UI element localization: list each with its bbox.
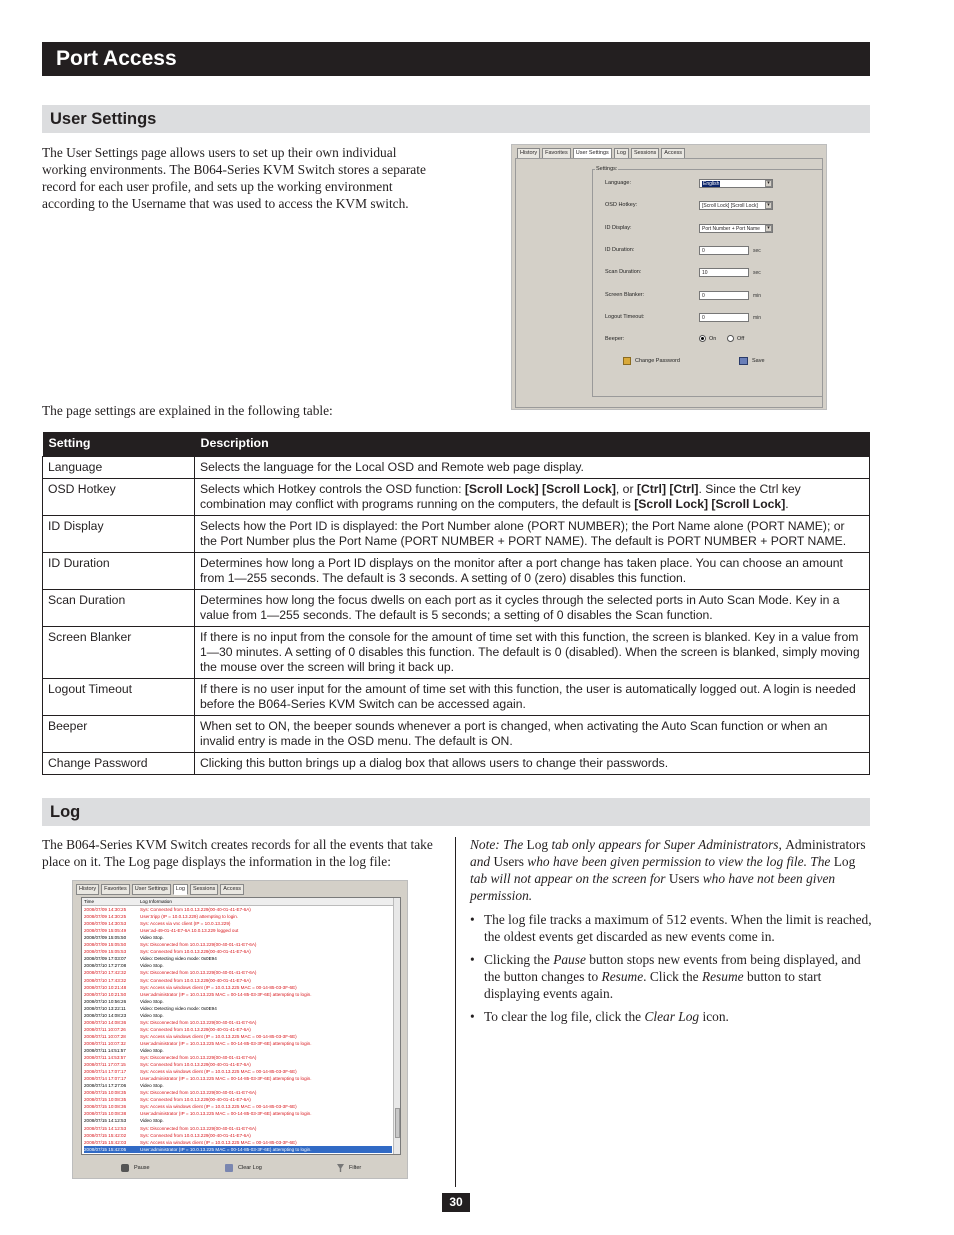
table-row — [43, 552, 870, 589]
log-entry-time: 2008/07/14 17:07:17 — [84, 1069, 127, 1075]
bold-text: [Scroll Lock] [Scroll Lock] — [464, 481, 616, 496]
log-tab-bar — [76, 884, 244, 895]
setting-name: OSD Hotkey — [43, 478, 195, 515]
setting-description — [195, 678, 870, 715]
log-intro: The B064-Series KVM Switch creates records for all the events that take place on it. The Log page displays the information in the log file: — [42, 837, 433, 869]
log-list[interactable] — [81, 897, 401, 1155]
log-entry-time: 2008/07/11 14:51:57 — [84, 1047, 126, 1053]
log-bullet — [470, 911, 872, 945]
table-header-row — [43, 432, 870, 456]
log-entry-time: 2008/07/14 17:07:17 — [84, 1076, 127, 1082]
log-entry-time: 2008/07/09 15:05:50 — [84, 942, 127, 948]
field-unit-4: sec — [753, 270, 761, 277]
setting-description — [195, 715, 870, 752]
bullet-text: button to start displaying events again. — [484, 969, 822, 1001]
log-entry-info: Sys: Disconnected from 10.0.13.229(00-40-01-41-E7-6A) — [140, 970, 257, 976]
log-entry-info: Sys: Connected from 10.0.13.229(00-40-01-41-E7-6A) — [140, 1026, 251, 1032]
log-entry[interactable] — [84, 977, 392, 984]
us-tab-access[interactable]: Access — [661, 148, 685, 159]
field-label-4: Scan Duration: — [605, 269, 642, 276]
table-row — [43, 589, 870, 626]
log-entry-time: 2008/07/15 10:08:35 — [84, 1097, 127, 1103]
us-tab-log[interactable]: Log — [614, 148, 629, 159]
log-entry[interactable] — [84, 1026, 392, 1033]
log-entry-time: 2008/07/10 14:08:23 — [84, 1012, 127, 1018]
bullet-text: Clear Log — [644, 1009, 700, 1024]
log-bullet — [470, 951, 872, 1002]
field-input-5[interactable] — [699, 291, 749, 300]
log-entry[interactable] — [84, 984, 392, 991]
log-scrollbar[interactable] — [393, 898, 400, 1154]
pause-button[interactable] — [121, 1164, 150, 1172]
setting-name: Language — [43, 456, 195, 478]
log-entry-info: Video Stop. — [140, 1012, 164, 1018]
note-text: and — [470, 854, 494, 869]
field-value-5: 0 — [702, 292, 705, 299]
description-text: Clicking this button brings up a dialog box that allows users to change their passwords. — [200, 755, 669, 770]
description-text: , or — [615, 481, 637, 496]
setting-description — [195, 478, 870, 515]
filter-label: Filter — [349, 1165, 362, 1171]
field-label-3: ID Duration: — [605, 246, 635, 253]
field-input-3[interactable] — [699, 246, 749, 255]
log-entry-time: 2008/07/09 14:30:25 — [84, 907, 127, 913]
beeper-off-label: Off — [737, 336, 745, 342]
log-entry-time: 2008/07/14 17:27:06 — [84, 1083, 127, 1089]
log-entry-info: Sys: Access via windows client (IP = 10.0.13.225 MAC = 00-14-85-03-3F-6E) — [140, 1139, 297, 1145]
bullet-text: button stops new events from being displayed, and the button changes to — [484, 952, 861, 984]
log-entry[interactable] — [84, 948, 392, 955]
log-entry[interactable] — [84, 1075, 392, 1082]
note-text: tab only appears for Super Administrators, — [548, 837, 786, 852]
log-entry[interactable] — [84, 1139, 392, 1146]
log-entry-info: User:administrator (IP = 10.0.13.225 MAC = 00-14-85-03-3F-6E) attempting to login. — [140, 1076, 312, 1082]
note-text: Log — [833, 854, 856, 869]
bold-text: [Scroll Lock] [Scroll Lock] — [634, 496, 786, 511]
log-entry[interactable] — [84, 1132, 392, 1139]
log-entry-info: Video Stop. — [140, 998, 164, 1004]
log-entry[interactable] — [84, 1089, 392, 1096]
log-entry[interactable] — [84, 1047, 392, 1054]
field-value-3: 0 — [702, 247, 705, 254]
chevron-down-icon[interactable]: ▾ — [765, 202, 772, 209]
log-entry-info: Sys: Connected from 10.0.13.229(00-40-01-41-E7-6A) — [140, 1062, 251, 1068]
log-entry-info: Sys: Connected from 10.0.13.229(00-40-01-41-E7-6A) — [140, 949, 251, 955]
change-password-label: Change Password — [635, 358, 680, 364]
log-entry[interactable] — [84, 955, 392, 962]
log-entry-time: 2008/07/11 10:07:28 — [84, 1033, 126, 1039]
log-entry[interactable] — [84, 962, 392, 969]
note-text: Note: The — [470, 837, 527, 852]
setting-name: Screen Blanker — [43, 626, 195, 678]
log-entry-info: Sys: Disconnected from 10.0.13.229(00-40-01-41-E7-6A) — [140, 1125, 257, 1131]
log-notes — [470, 836, 872, 1031]
setting-name: Scan Duration — [43, 589, 195, 626]
setting-description — [195, 589, 870, 626]
log-entry[interactable] — [84, 1117, 392, 1124]
log-entry[interactable] — [84, 1054, 392, 1061]
log-entry-time: 2008/07/10 14:08:36 — [84, 1019, 127, 1025]
description-text: . — [785, 496, 789, 511]
section-heading-log: Log — [42, 798, 870, 826]
log-entry-info: Video Stop. — [140, 1083, 164, 1089]
log-entry-time: 2008/07/11 10:07:32 — [84, 1040, 126, 1046]
field-value-2: Port Number + Port Name — [702, 225, 760, 232]
log-col-time: Time — [84, 899, 95, 904]
field-unit-6: min — [753, 314, 762, 321]
header-setting: Setting — [43, 432, 195, 456]
beeper-label: Beeper: — [605, 336, 625, 342]
user-settings-intro: The User Settings page allows users to set up their own individual working environments. The B064-Series KVM Switch stores a separate record for each user profile, and sets up the working environment according to the Username that was used to access the KVM switch. — [42, 145, 426, 211]
filter-button[interactable] — [337, 1164, 361, 1172]
setting-description — [195, 456, 870, 478]
log-entry-time: 2008/07/15 15:42:02 — [84, 1132, 127, 1138]
log-tab-log[interactable]: Log — [173, 884, 188, 895]
log-entry[interactable] — [84, 998, 392, 1005]
log-entry[interactable] — [84, 934, 392, 941]
log-entry-info: Sys: Access via windows client (IP = 10.0.13.225 MAC = 00-14-85-03-3F-6E) — [140, 984, 297, 990]
description-text: If there is no user input for the amount of time set with this function, the user is automatically logged out. A login is needed before the B064-Series KVM Switch can be accessed again. — [200, 681, 856, 711]
log-entry[interactable] — [84, 1110, 392, 1117]
beeper-on-radio[interactable] — [699, 335, 706, 342]
log-screenshot — [72, 880, 408, 1179]
log-entry-info: Video Stop. — [140, 1118, 164, 1124]
table-row — [43, 626, 870, 678]
beeper-off-radio[interactable] — [727, 335, 734, 342]
description-text: Selects the language for the Local OSD and Remote web page display. — [200, 459, 584, 474]
us-tab-history[interactable]: History — [517, 148, 540, 159]
log-entry-info: Sys: Access via windows client (IP = 10.0.13.225 MAC = 00-14-85-03-3F-6E) — [140, 1104, 297, 1110]
field-select-2[interactable] — [699, 224, 773, 233]
log-entry[interactable] — [84, 1005, 392, 1012]
field-unit-5: min — [753, 292, 762, 299]
description-text: When set to ON, the beeper sounds whenever a port is changed, when activating the Auto Scan function or when an invalid entry is made in the OSD menu. The default is ON. — [200, 718, 828, 748]
log-entry-info: Sys: Connected from 10.0.13.229(00-40-01-41-E7-6A) — [140, 1132, 251, 1138]
log-entry-time: 2008/07/15 15:42:05 — [84, 1146, 127, 1152]
log-entry[interactable] — [84, 1019, 392, 1026]
log-entry-info: Sys: Connected from 10.0.13.229(00-40-01-41-E7-6A) — [140, 1097, 251, 1103]
save-label: Save — [752, 358, 765, 364]
log-entry[interactable] — [84, 1061, 392, 1068]
setting-name: Logout Timeout — [43, 678, 195, 715]
chevron-down-icon[interactable]: ▾ — [765, 225, 772, 232]
log-entry-info: Video: Detecting video mode: 0x0E94 — [140, 956, 217, 962]
log-entry[interactable] — [84, 969, 392, 976]
log-entry-info: User:ad-49-01-41-E7-6A 10.0.13.229 logged out — [140, 928, 239, 934]
description-text: Determines how long a Port ID displays on the monitor after a port change has taken place. You can choose an amount from 1—255 seconds. The default is 3 seconds. A setting of 0 (zero) disables this function. — [200, 555, 843, 585]
log-entry-time: 2008/07/15 10:08:35 — [84, 1090, 127, 1096]
log-entry-info: Sys: Disconnected from 10.0.13.229(00-40-01-41-E7-6A) — [140, 1090, 257, 1096]
field-value-4: 10 — [702, 270, 708, 277]
log-entry[interactable] — [84, 1012, 392, 1019]
log-entry[interactable] — [84, 927, 392, 934]
log-entry[interactable] — [84, 1082, 392, 1089]
log-entry-info: Sys: Access via windows client (IP = 10.0.13.225 MAC = 00-14-85-03-3F-6E) — [140, 1033, 297, 1039]
log-entry[interactable] — [84, 1033, 392, 1040]
bullet-text: icon. — [699, 1009, 729, 1024]
setting-description — [195, 752, 870, 774]
bullet-text: . Click the — [643, 969, 702, 984]
chevron-down-icon[interactable]: ▾ — [765, 180, 772, 187]
bullet-text: Resume — [701, 969, 744, 984]
description-text: Selects which Hotkey controls the OSD function: — [200, 481, 465, 496]
field-label-0: Language: — [605, 180, 631, 186]
table-row — [43, 515, 870, 552]
us-tab-favorites[interactable]: Favorites — [542, 148, 571, 159]
log-tab-access[interactable]: Access — [220, 884, 244, 895]
log-entry-time: 2008/07/11 10:07:26 — [84, 1026, 126, 1032]
note-text: Administrators — [785, 837, 866, 852]
table-intro: The page settings are explained in the following table: — [42, 403, 333, 418]
log-entry-info: Video Stop. — [140, 935, 164, 941]
floppy-disk-icon — [739, 357, 748, 365]
log-entry-info: User:tripp (IP = 10.0.13.229) attempting to login. — [140, 914, 239, 920]
setting-name: ID Duration — [43, 552, 195, 589]
field-label-1: OSD Hotkey: — [605, 202, 638, 209]
log-entry-info: User:administrator (IP = 10.0.13.225 MAC = 00-14-85-03-3F-6E) attempting to login. — [140, 991, 312, 997]
table-row — [43, 715, 870, 752]
setting-name: ID Display — [43, 515, 195, 552]
key-icon — [623, 357, 631, 365]
log-entry[interactable] — [84, 1146, 392, 1153]
description-text: . Since the Ctrl key combination may conflict with programs running on the computers, the default is — [200, 481, 801, 511]
log-bullet — [470, 1008, 872, 1025]
field-value-0: English — [703, 181, 720, 187]
log-entry-info: User:administrator (IP = 10.0.13.225 MAC = 00-14-85-03-3F-6E) attempting to login. — [140, 1040, 312, 1046]
log-entry-time: 2008/07/09 17:03:07 — [84, 956, 127, 962]
log-entry-info: Sys: Connected from 10.0.13.229(00-40-01-41-E7-6A) — [140, 977, 251, 983]
setting-description — [195, 515, 870, 552]
clear-log-label: Clear Log — [238, 1165, 262, 1171]
setting-description — [195, 552, 870, 589]
bold-text: [Ctrl] [Ctrl] — [636, 481, 699, 496]
log-tab-sessions[interactable]: Sessions — [190, 884, 218, 895]
log-entry-time: 2008/07/09 14:30:53 — [84, 921, 127, 927]
bullet-text: To clear the log file, click the — [484, 1009, 645, 1024]
pause-icon — [121, 1164, 129, 1172]
log-entry-info: Sys: Disconnected from 10.0.13.229(00-40-01-41-E7-6A) — [140, 1055, 257, 1061]
header-description: Description — [195, 432, 870, 456]
scrollbar-thumb[interactable] — [395, 1108, 400, 1138]
log-entry[interactable] — [84, 906, 392, 913]
us-tab-sessions[interactable]: Sessions — [631, 148, 659, 159]
bullet-text: Clicking the — [484, 952, 554, 967]
log-entry[interactable] — [84, 1096, 392, 1103]
log-entry-time: 2008/07/11 14:53:57 — [84, 1055, 126, 1061]
table-row — [43, 456, 870, 478]
page-title: Port Access — [42, 42, 870, 76]
log-entry-info: User:administrator (IP = 10.0.13.225 MAC = 00-14-85-03-3F-6E) attempting to login. — [140, 1111, 312, 1117]
change-password-button[interactable] — [623, 357, 680, 365]
log-entry-info: Sys: Connected from 10.0.13.229(00-40-01-41-E7-6A) — [140, 907, 251, 913]
log-entry[interactable] — [84, 1068, 392, 1075]
save-button[interactable] — [739, 357, 765, 365]
log-entry-info: Sys: Disconnected from 10.0.13.229(00-40-01-41-E7-6A) — [140, 942, 257, 948]
log-entry-time: 2008/07/09 15:05:49 — [84, 928, 127, 934]
log-entry-time: 2008/07/10 17:43:32 — [84, 977, 127, 983]
log-entry-time: 2008/07/10 10:56:26 — [84, 998, 127, 1004]
settings-table — [42, 432, 870, 775]
log-entry-time: 2008/07/10 10:21:50 — [84, 991, 127, 997]
bullet-text: Resume — [601, 969, 644, 984]
log-entry[interactable] — [84, 1040, 392, 1047]
log-entry-time: 2008/07/10 13:22:11 — [84, 1005, 126, 1011]
log-entry-time: 2008/07/09 15:05:53 — [84, 949, 127, 955]
log-entry-time: 2008/07/15 10:08:38 — [84, 1111, 127, 1117]
description-text: Determines how long the focus dwells on each port as it cycles through the selected ports in Auto Scan Mode. Key in a value from 1—255 seconds. The default is 5 seconds; a setting of 0 disables the Scan function. — [200, 592, 840, 622]
setting-description — [195, 626, 870, 678]
page-number: 30 — [442, 1193, 470, 1212]
clear-log-icon — [225, 1164, 233, 1172]
log-entry[interactable] — [84, 1125, 392, 1132]
clear-log-button[interactable] — [225, 1164, 262, 1172]
table-row — [43, 752, 870, 774]
log-entry[interactable] — [84, 991, 392, 998]
log-entry-info: Sys: Access via windows client (IP = 10.0.13.225 MAC = 00-14-85-03-3F-6E) — [140, 1069, 297, 1075]
note-text: who have been given permission to view the log file. The — [523, 854, 834, 869]
description-text: If there is no input from the console for the amount of time set with this function, the screen is blanked. Key in a value from 1—30 minutes. A setting of 0 disables this function. The default is 0 (disabled). When the screen is blanked, simply moving the mouse over the screen will bring it back up. — [200, 629, 860, 674]
field-unit-3: sec — [753, 247, 761, 254]
note-text: Log — [526, 837, 549, 852]
log-entry-info: User:administrator (IP = 10.0.13.225 MAC = 00-14-85-03-3F-6E) attempting to login. — [140, 1146, 312, 1152]
log-entry-time: 2008/07/15 10:08:36 — [84, 1104, 127, 1110]
bullet-text: The log file tracks a maximum of 512 events. When the limit is reached, the oldest events get discarded as new events come in. — [484, 912, 872, 944]
log-entry-time: 2008/07/10 17:27:08 — [84, 963, 127, 969]
log-tab-user-settings[interactable]: User Settings — [132, 884, 171, 895]
settings-frame-title: Settings: — [596, 166, 618, 172]
log-entry-time: 2008/07/09 15:05:50 — [84, 935, 127, 941]
log-header-row — [82, 898, 400, 906]
note-text: who have not been given permission. — [470, 871, 836, 903]
log-entry-time: 2008/07/09 14:30:25 — [84, 914, 127, 920]
log-entry[interactable] — [84, 1103, 392, 1110]
setting-name: Change Password — [43, 752, 195, 774]
user-settings-screenshot — [511, 144, 827, 410]
log-entry-info: Video: Detecting video mode: 0x0E94 — [140, 1005, 217, 1011]
pause-label: Pause — [134, 1165, 150, 1171]
field-label-5: Screen Blanker: — [605, 291, 645, 298]
log-entry[interactable] — [84, 913, 392, 920]
bullet-text: Pause — [553, 952, 586, 967]
field-value-6: 0 — [702, 314, 705, 321]
log-entry-time: 2008/07/15 14:12:53 — [84, 1118, 127, 1124]
log-note — [470, 836, 872, 904]
log-entry-info: Video Stop. — [140, 1047, 164, 1053]
log-entry-time: 2008/07/15 15:42:03 — [84, 1139, 127, 1145]
section-heading-user-settings: User Settings — [42, 105, 870, 133]
log-tab-favorites[interactable]: Favorites — [101, 884, 130, 895]
us-tab-user-settings[interactable]: User Settings — [573, 148, 612, 159]
log-entry-time: 2008/07/10 10:21:48 — [84, 984, 127, 990]
field-input-4[interactable] — [699, 268, 749, 277]
field-select-1[interactable] — [699, 201, 773, 210]
log-entry-info: Sys: Disconnected from 10.0.13.229(00-40-01-41-E7-6A) — [140, 1019, 257, 1025]
filter-icon — [337, 1164, 344, 1172]
field-value-1: [Scroll Lock] [Scroll Lock] — [702, 203, 758, 210]
description-text: Selects how the Port ID is displayed: the Port Number alone (PORT NUMBER); the Port Name alone (PORT NAME); or the Port Number plus the Port Name (PORT NUMBER + PORT NAME). The default is PORT NUMBER + PORT NAME. — [200, 518, 847, 548]
column-divider — [455, 837, 456, 1187]
field-input-6[interactable] — [699, 313, 749, 322]
beeper-on-label: On — [709, 336, 717, 342]
table-row — [43, 678, 870, 715]
log-entry-time: 2008/07/10 17:42:32 — [84, 970, 127, 976]
log-entry-time: 2008/07/11 17:07:15 — [84, 1062, 126, 1068]
log-entry-info: Sys: Access via vnc client (IP = 10.0.13.229) — [140, 921, 231, 927]
field-label-6: Logout Timeout: — [605, 313, 645, 320]
table-row — [43, 478, 870, 515]
field-label-2: ID Display: — [605, 224, 632, 231]
log-entry[interactable] — [84, 920, 392, 927]
note-text: Users — [493, 854, 524, 869]
log-tab-history[interactable]: History — [76, 884, 99, 895]
note-text: tab will not appear on the screen for — [470, 871, 669, 886]
log-entry-info: Video Stop. — [140, 963, 164, 969]
setting-name: Beeper — [43, 715, 195, 752]
note-text: Users — [668, 871, 700, 886]
log-entry-time: 2008/07/15 14:12:53 — [84, 1125, 127, 1131]
field-select-0[interactable] — [699, 179, 773, 188]
log-entry[interactable] — [84, 941, 392, 948]
log-col-info: Log Information — [140, 899, 172, 904]
